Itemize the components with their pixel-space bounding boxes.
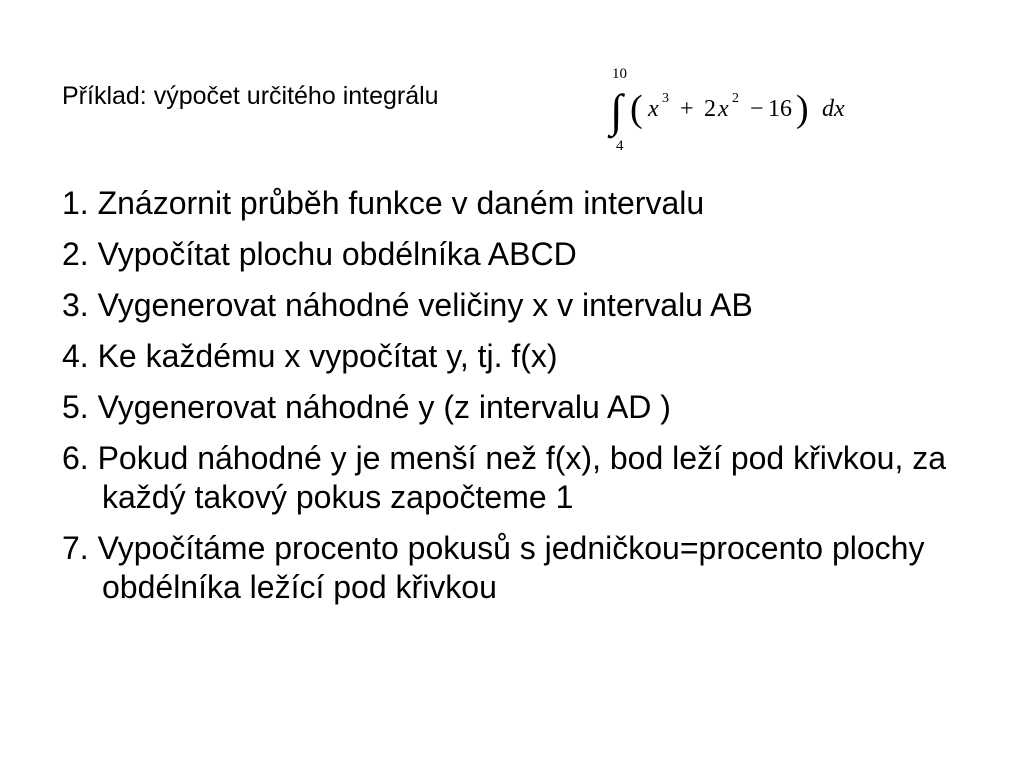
step-number: 1.: [62, 185, 89, 221]
close-paren: ): [796, 88, 809, 130]
constant-sixteen: 16: [768, 96, 792, 122]
x-term-2: x: [718, 96, 729, 122]
list-item: [62, 337, 1002, 376]
list-item: [62, 184, 1002, 223]
step-text: Znázornit průběh funkce v daném intervalu: [97, 185, 705, 221]
integral-formula-graphic: [600, 58, 890, 158]
step-text: Pokud náhodné y je menší než f(x), bod leží pod křivkou, za každý takový pokus započteme 1: [97, 440, 947, 515]
integral-formula: [600, 58, 890, 158]
step-number: 4.: [62, 338, 89, 374]
step-text: Vypočítáme procento pokusů s jedničkou=procento plochy obdélníka ležící pod křivkou: [97, 530, 925, 605]
list-item: [62, 286, 1002, 325]
differential-dx: dx: [822, 96, 845, 122]
steps-list: [62, 184, 1002, 619]
upper-limit: 10: [612, 66, 627, 82]
plus-sign: +: [680, 96, 694, 122]
list-item: [62, 439, 1002, 517]
step-number: 6.: [62, 440, 89, 476]
lower-limit: 4: [616, 138, 624, 154]
list-item: [62, 388, 1002, 427]
slide-title: Příklad: výpočet určitého integrálu: [62, 82, 439, 110]
step-text: Ke každému x vypočítat y, tj. f(x): [97, 338, 558, 374]
list-item: [62, 529, 1002, 607]
cube-exponent: 3: [662, 91, 669, 106]
coefficient-two: 2: [704, 96, 716, 122]
step-text: Vypočítat plochu obdélníka ABCD: [97, 236, 577, 272]
list-item: [62, 235, 1002, 274]
square-exponent: 2: [732, 91, 739, 106]
x-term-1: x: [648, 96, 659, 122]
step-text: Vygenerovat náhodné veličiny x v intervalu AB: [97, 287, 753, 323]
integral-sign: ∫: [610, 85, 623, 136]
step-number: 7.: [62, 530, 89, 566]
step-number: 3.: [62, 287, 89, 323]
step-number: 5.: [62, 389, 89, 425]
open-paren: (: [630, 88, 643, 130]
step-text: Vygenerovat náhodné y (z intervalu AD ): [97, 389, 671, 425]
step-number: 2.: [62, 236, 89, 272]
minus-sign: −: [750, 96, 764, 122]
